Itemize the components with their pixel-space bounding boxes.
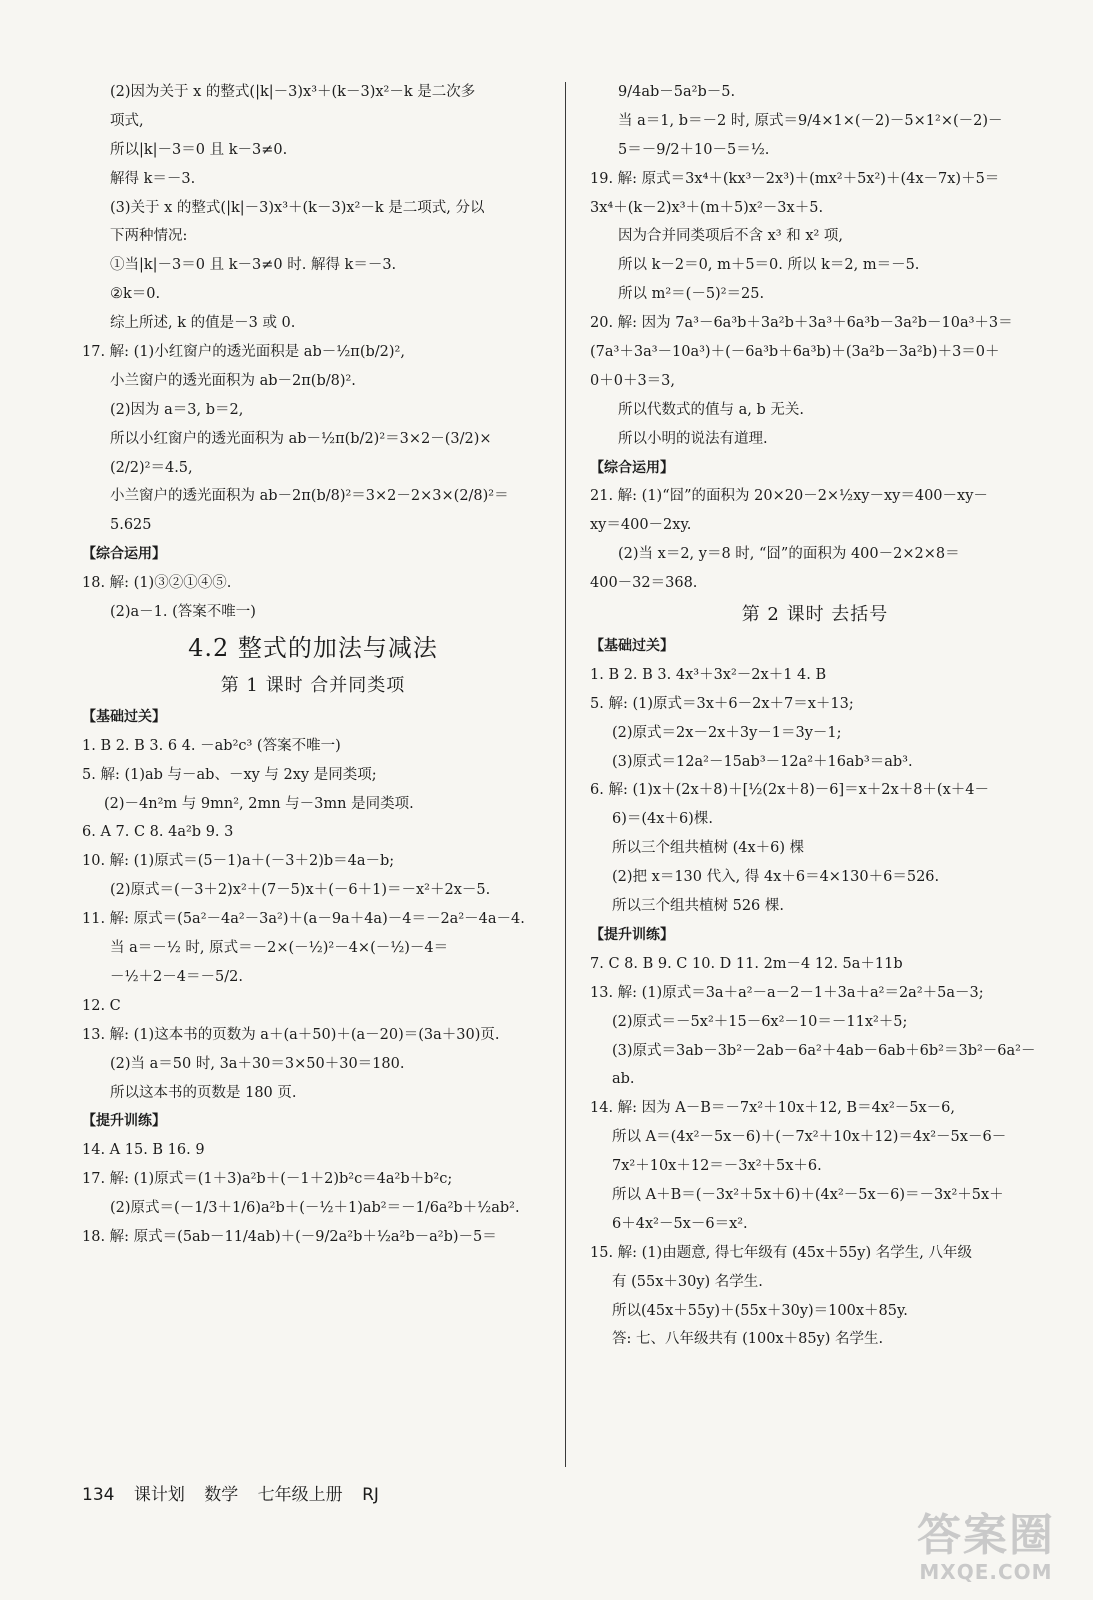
answer-line: 小兰窗户的透光面积为 ab－2π(b/8)²＝3×2－2×3×(2/8)²＝ xyxy=(110,488,509,505)
answer-line: ①当|k|－3＝0 且 k－3≠0 时. 解得 k＝－3. xyxy=(110,257,397,274)
answer-line: 5. 解: (1)ab 与－ab、－xy 与 2xy 是同类项; xyxy=(82,766,377,783)
answer-line: 所以 m²＝(－5)²＝25. xyxy=(618,286,765,303)
answer-line: 1. B 2. B 3. 6 4. －ab²c³ (答案不唯一) xyxy=(82,737,341,754)
lesson-heading: 第 2 课时 去括号 xyxy=(741,604,889,626)
answer-line: 17. 解: (1)小红窗户的透光面积是 ab－½π(b/2)², xyxy=(82,344,405,361)
edition: RJ xyxy=(362,1485,379,1505)
left-column xyxy=(82,78,544,1252)
column-divider xyxy=(565,82,566,1467)
answer-line: 7x²＋10x＋12＝－3x²＋5x＋6. xyxy=(612,1158,822,1175)
page-number: 134 xyxy=(82,1485,115,1505)
answer-line: (3)关于 x 的整式(|k|－3)x³＋(k－3)x²－k 是二项式, 分以 xyxy=(110,199,485,216)
watermark-logo xyxy=(901,1512,1071,1592)
answer-line: (2)－4n²m 与 9mn², 2mn 与－3mn 是同类项. xyxy=(104,795,414,812)
answer-line: 10. 解: (1)原式＝(5－1)a＋(－3＋2)b＝4a－b; xyxy=(82,853,395,870)
answer-line: (2)原式＝2x－2x＋3y－1＝3y－1; xyxy=(612,724,842,741)
answer-line: 综上所述, k 的值是－3 或 0. xyxy=(110,315,296,332)
answer-line: 14. A 15. B 16. 9 xyxy=(82,1142,205,1159)
answer-line: 所以三个组共植树 526 棵. xyxy=(612,898,785,915)
answer-line: 5. 解: (1)原式＝3x＋6－2x＋7＝x＋13; xyxy=(590,695,854,712)
answer-line: 7. C 8. B 9. C 10. D 11. 2m－4 12. 5a＋11b xyxy=(590,955,903,972)
answer-line: (2)a－1. (答案不唯一) xyxy=(110,604,256,621)
section-tag: 【基础过关】 xyxy=(590,638,674,655)
answer-line: 当 a＝1, b＝－2 时, 原式＝9/4×1×(－2)－5×1²×(－2)－ xyxy=(618,112,1003,129)
answer-line: 13. 解: (1)原式＝3a＋a²－a－2－1＋3a＋a²＝2a²＋5a－3; xyxy=(590,984,984,1001)
answer-line: 所以(45x＋55y)＋(55x＋30y)＝100x＋85y. xyxy=(612,1302,908,1319)
answer-line: 所以 A＝(4x²－5x－6)＋(－7x²＋10x＋12)＝4x²－5x－6－ xyxy=(612,1129,1007,1146)
answer-line: 17. 解: (1)原式＝(1＋3)a²b＋(－1＋2)b²c＝4a²b＋b²c; xyxy=(82,1171,453,1188)
answer-line: 当 a＝－½ 时, 原式＝－2×(－½)²－4×(－½)－4＝ xyxy=(110,940,449,957)
section-tag: 【提升训练】 xyxy=(590,926,674,943)
section-tag: 【综合运用】 xyxy=(82,546,166,563)
answer-line: 13. 解: (1)这本书的页数为 a＋(a＋50)＋(a－20)＝(3a＋30)页. xyxy=(82,1026,500,1043)
answer-line: 5＝－9/2＋10－5＝½. xyxy=(618,141,770,158)
subject: 数学 xyxy=(204,1485,239,1505)
answer-line: 所以三个组共植树 (4x＋6) 棵 xyxy=(612,840,805,857)
answer-line: 14. 解: 因为 A－B＝－7x²＋10x＋12, B＝4x²－5x－6, xyxy=(590,1100,956,1117)
answer-line: 所以代数式的值与 a, b 无关. xyxy=(618,401,804,418)
answer-line: 20. 解: 因为 7a³－6a³b＋3a²b＋3a³＋6a³b－3a²b－10a³＋3＝ xyxy=(590,315,1013,332)
answer-line: 小兰窗户的透光面积为 ab－2π(b/8)². xyxy=(110,372,356,389)
answer-line: 所以小红窗户的透光面积为 ab－½π(b/2)²＝3×2－(3/2)× xyxy=(110,430,492,447)
answer-line: 所以 A＋B＝(－3x²＋5x＋6)＋(4x²－5x－6)＝－3x²＋5x＋ xyxy=(612,1186,1004,1203)
answer-line: 有 (55x＋30y) 名学生. xyxy=(612,1273,763,1290)
answer-line: 所以 k－2＝0, m＋5＝0. 所以 k＝2, m＝－5. xyxy=(618,257,920,274)
answer-line: (2)原式＝(－3＋2)x²＋(7－5)x＋(－6＋1)＝－x²＋2x－5. xyxy=(110,882,491,899)
answer-line: 400－32＝368. xyxy=(590,575,698,592)
answer-line: 0＋0＋3＝3, xyxy=(590,372,676,389)
section-tag: 【基础过关】 xyxy=(82,708,166,725)
answer-line: 解得 k＝－3. xyxy=(110,170,196,187)
section-tag: 【提升训练】 xyxy=(82,1113,166,1130)
answer-line: 所以这本书的页数是 180 页. xyxy=(110,1084,297,1101)
answer-line: (2/2)²＝4.5, xyxy=(110,459,193,476)
answer-line: 5.625 xyxy=(110,517,152,534)
watermark-site: MXQE.COM xyxy=(919,1560,1053,1584)
answer-line: (2)因为关于 x 的整式(|k|－3)x³＋(k－3)x²－k 是二次多 xyxy=(110,84,476,100)
answer-line: 项式, xyxy=(110,112,144,129)
answer-line: 3x⁴＋(k－2)x³＋(m＋5)x²－3x＋5. xyxy=(590,199,824,216)
answer-line: (2)当 a＝50 时, 3a＋30＝3×50＋30＝180. xyxy=(110,1055,405,1072)
answer-line: (2)原式＝－5x²＋15－6x²－10＝－11x²＋5; xyxy=(612,1013,908,1030)
answer-line: 答: 七、八年级共有 (100x＋85y) 名学生. xyxy=(612,1331,884,1348)
watermark-badge: 答案圈 xyxy=(917,1510,1055,1561)
answer-line: 因为合并同类项后不含 x³ 和 x² 项, xyxy=(618,228,844,245)
answer-line: 21. 解: (1)“囧”的面积为 20×20－2×½xy－xy＝400－xy－ xyxy=(590,488,988,505)
section-heading: 4.2 整式的加法与减法 xyxy=(188,633,438,662)
answer-line: 18. 解: 原式＝(5ab－11/4ab)＋(－9/2a²b＋½a²b－a²b)－5＝ xyxy=(82,1228,497,1245)
answer-line: (3)原式＝3ab－3b²－2ab－6a²＋4ab－6ab＋6b²＝3b²－6a²－ xyxy=(612,1042,1036,1059)
answer-line: 下两种情况: xyxy=(110,228,188,245)
answer-line: xy＝400－2xy. xyxy=(590,517,692,534)
answer-line: －½＋2－4＝－5/2. xyxy=(110,968,243,985)
answer-line: 19. 解: 原式＝3x⁴＋(kx³－2x³)＋(mx²＋5x²)＋(4x－7x)＋5＝ xyxy=(590,170,1000,187)
answer-line: 所以|k|－3＝0 且 k－3≠0. xyxy=(110,141,288,158)
answer-line: (3)原式＝12a²－15ab³－12a²＋16ab³＝ab³. xyxy=(612,753,913,770)
answer-line: 6. A 7. C 8. 4a²b 9. 3 xyxy=(82,824,234,841)
book-title: 课计划 xyxy=(133,1485,185,1505)
answer-line: (2)因为 a＝3, b＝2, xyxy=(110,401,244,418)
answer-line: (2)原式＝(－1/3＋1/6)a²b＋(－½＋1)ab²＝－1/6a²b＋½ab². xyxy=(110,1200,520,1217)
answer-line: 所以小明的说法有道理. xyxy=(618,430,768,447)
section-tag: 【综合运用】 xyxy=(590,459,674,476)
grade: 七年级上册 xyxy=(257,1485,343,1505)
answer-line: 6＋4x²－5x－6＝x². xyxy=(612,1215,748,1232)
answer-line: ab. xyxy=(612,1071,635,1088)
answer-line: 11. 解: 原式＝(5a²－4a²－3a²)＋(a－9a＋4a)－4＝－2a²－4a－4. xyxy=(82,911,525,928)
answer-line: 6. 解: (1)x＋(2x＋8)＋[½(2x＋8)－6]＝x＋2x＋8＋(x＋4－ xyxy=(590,782,989,799)
right-column xyxy=(590,78,1040,1354)
page-footer xyxy=(82,1480,393,1505)
lesson-heading: 第 1 课时 合并同类项 xyxy=(220,674,406,696)
answer-line: 12. C xyxy=(82,997,121,1014)
answer-line: 18. 解: (1)③②①④⑤. xyxy=(82,575,232,592)
answer-line: (7a³＋3a³－10a³)＋(－6a³b＋6a³b)＋(3a²b－3a²b)＋3＝0＋ xyxy=(590,344,1000,361)
answer-line: ②k＝0. xyxy=(110,286,161,303)
answer-line: (2)当 x＝2, y＝8 时, “囧”的面积为 400－2×2×8＝ xyxy=(618,546,960,563)
answer-line: 9/4ab－5a²b－5. xyxy=(618,84,736,100)
answer-line: 1. B 2. B 3. 4x³＋3x²－2x＋1 4. B xyxy=(590,666,827,683)
answer-line: 6)＝(4x＋6)棵. xyxy=(612,811,713,828)
answer-line: (2)把 x＝130 代入, 得 4x＋6＝4×130＋6＝526. xyxy=(612,869,940,886)
answer-line: 15. 解: (1)由题意, 得七年级有 (45x＋55y) 名学生, 八年级 xyxy=(590,1244,972,1261)
